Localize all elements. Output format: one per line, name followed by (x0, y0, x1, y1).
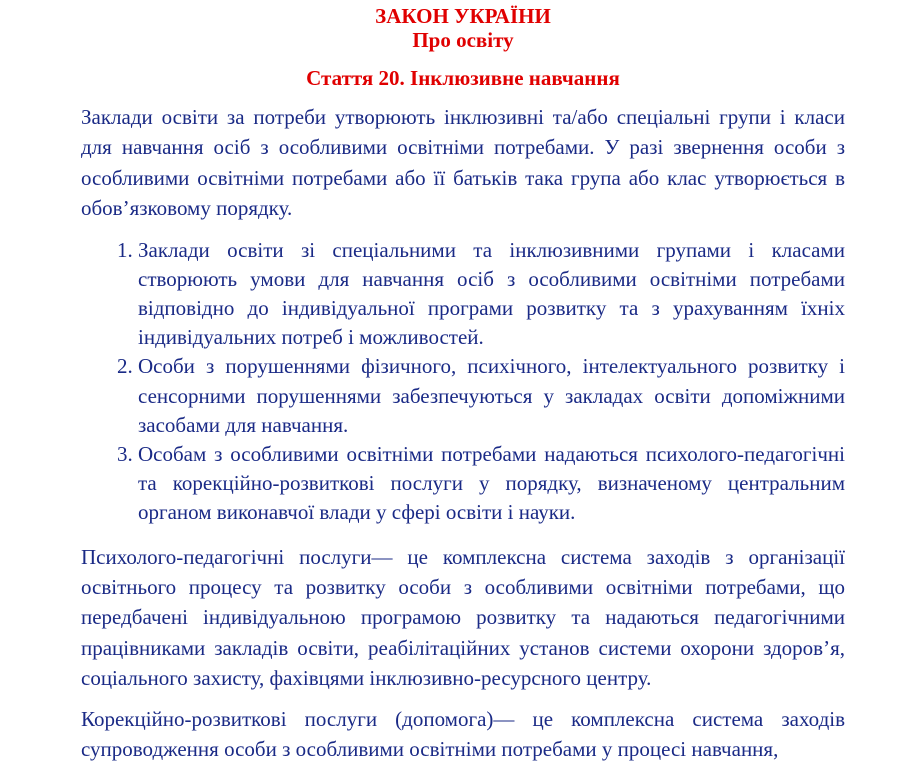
intro-paragraph: Заклади освіти за потреби утворюють інклюзивні та/або спеціальні групи і класи для навчання осіб з особливими освітніми потребами. У разі звернення особи з особливими освітніми потребами або її батьків така група або клас утворюється в обов’язковому порядку. (81, 105, 845, 221)
list-item (81, 440, 845, 528)
numbered-list (81, 236, 845, 528)
list-item-text: Особи з порушеннями фізичного, психічного, інтелектуального розвитку і сенсорними порушеннями забезпечуються у закладах освіти допоміжними засобами для навчання. (138, 354, 845, 437)
definition-psychological-pedagogical: Психолого-педагогічні послуги— це комплексна система заходів з організації освітнього процесу та розвитку особи з особливими освітніми потребами, що передбачені індивідуальною програмою розвитку та надаються педагогічними працівниками закладів освіти, реабілітаційних установ системи охорони здоров’я, соціального захисту, фахівцями інклюзивно-ресурсного центру. (81, 544, 845, 691)
list-item (81, 352, 845, 440)
law-title: ЗАКОН УКРАЇНИ (375, 4, 551, 28)
list-item-text: Особам з особливими освітніми потребами надаються психолого-педагогічні та корекційно-розвиткові послуги у порядку, визначеному центральним органом виконавчої влади у сфері освіти і науки. (138, 442, 845, 525)
list-item-number: 2. (117, 354, 133, 379)
list-item-text: Заклади освіти зі спеціальними та інклюзивними групами і класами створюють умови для навчання осіб з особливими освітніми потребами відповідно до індивідуальної програми розвитку та з урахуванням їхніх індивідуальних потреб і можливостей. (138, 237, 845, 350)
definition-correctional-developmental: Корекційно-розвиткові послуги (допомога)— це комплексна система заходів супроводження особи з особливими освітніми потребами у процесі навчання, (81, 706, 845, 762)
list-item (81, 236, 845, 353)
article-title: Стаття 20. Інклюзивне навчання (306, 66, 620, 90)
list-item-number: 3. (117, 442, 133, 467)
law-subtitle: Про освіту (412, 28, 514, 52)
list-item-number: 1. (117, 237, 133, 262)
document-page (81, 4, 845, 765)
